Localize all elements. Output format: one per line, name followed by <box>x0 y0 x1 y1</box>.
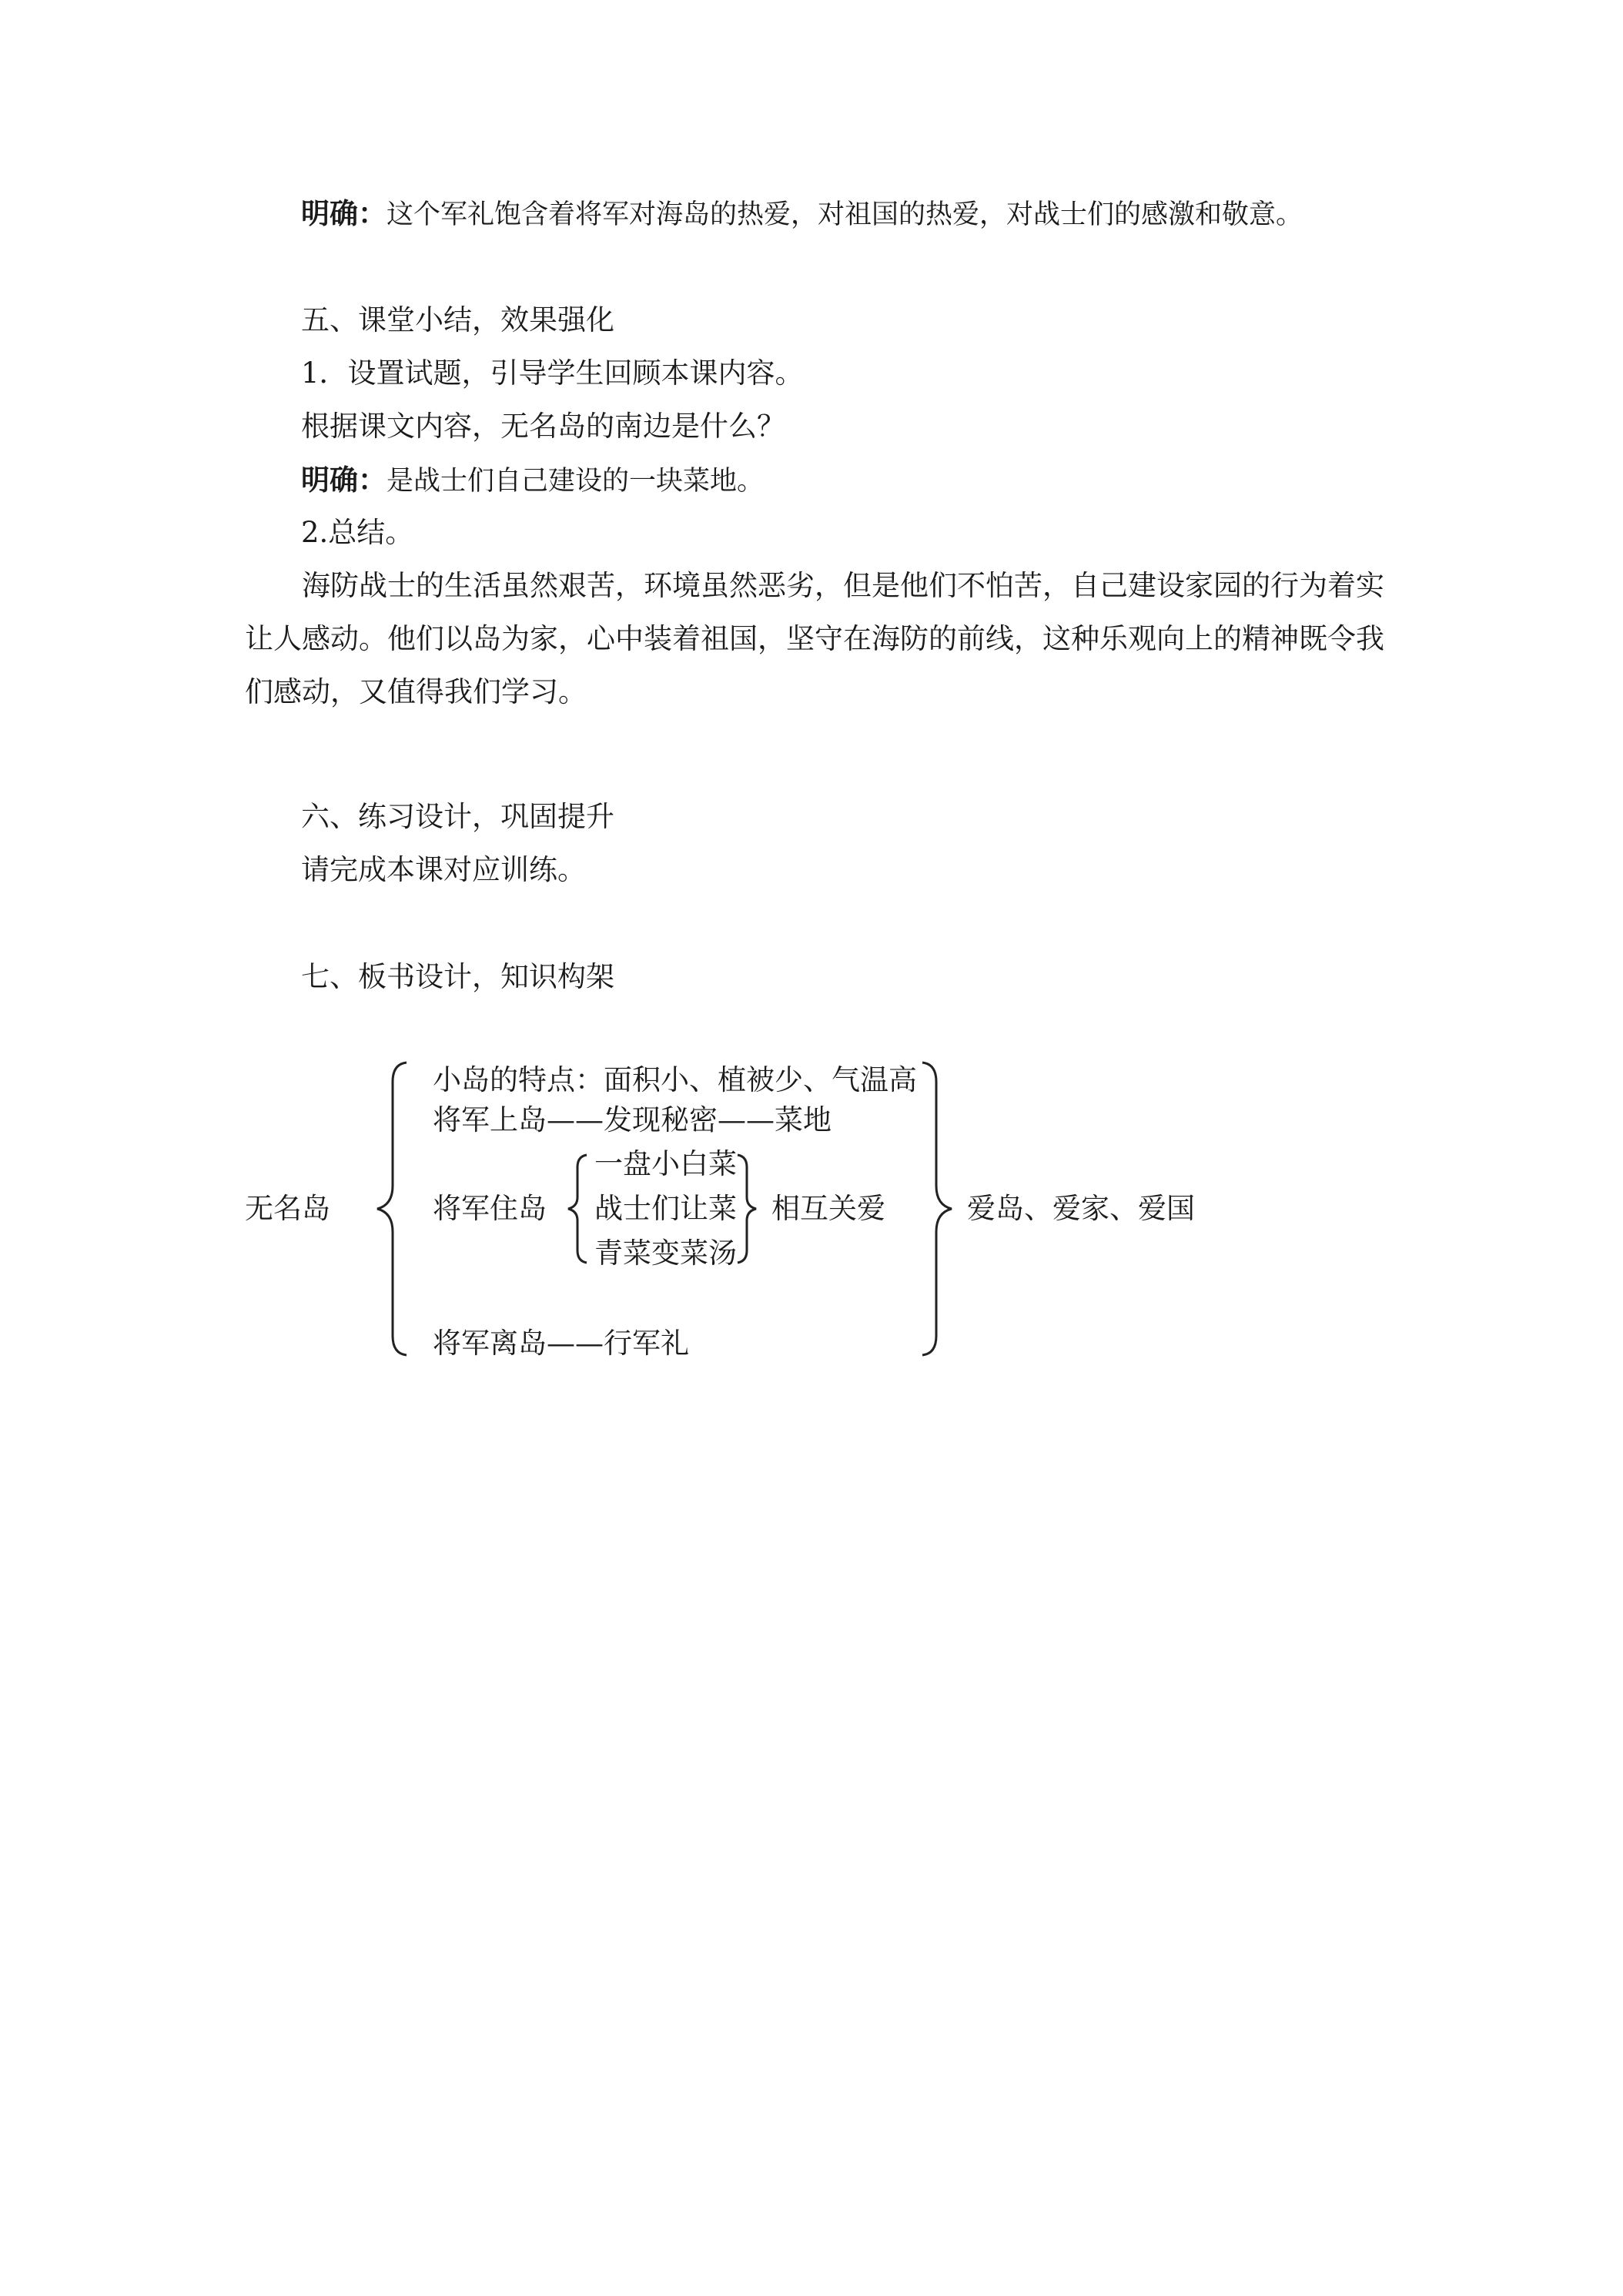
section-5-item-2: 2.总结。 <box>301 516 414 549</box>
small-left-brace-icon <box>568 1155 587 1263</box>
clarify-label: 明确： <box>301 463 387 497</box>
board-root: 无名岛 <box>245 1192 330 1225</box>
board-theme: 爱岛、爱家、爱国 <box>967 1192 1195 1225</box>
board-leave: 将军离岛——行军礼 <box>433 1327 689 1360</box>
board-stay-item: 战士们让菜 <box>594 1192 737 1225</box>
section-5-heading: 五、课堂小结，效果强化 <box>301 303 614 336</box>
clarify-text: 是战士们自己建设的一块菜地。 <box>387 466 765 497</box>
clarify-paragraph-1 <box>301 194 1303 234</box>
clarify-text: 这个军礼饱含着将军对海岛的热爱，对祖国的热爱，对战士们的感激和敬意。 <box>387 199 1303 230</box>
right-brace-icon <box>922 1063 952 1355</box>
board-stay-item: 一盘小白菜 <box>594 1147 737 1180</box>
board-arrive: 将军上岛——发现秘密——菜地 <box>433 1103 832 1136</box>
summary-paragraph: 海防战士的生活虽然艰苦，环境虽然恶劣，但是他们不怕苦，自己建设家园的行为着实让人感动。他们以岛为家，心中装着祖国，坚守在海防的前线，这种乐观向上的精神既令我们感动，又值得我们学习。 <box>245 569 1384 708</box>
board-mutual: 相互关爱 <box>771 1192 885 1225</box>
board-stay-item: 青菜变菜汤 <box>594 1237 737 1270</box>
section-5-question: 根据课文内容，无名岛的南边是什么？ <box>301 410 785 443</box>
clarify-paragraph-2 <box>301 460 764 500</box>
section-7-heading: 七、板书设计，知识构架 <box>301 960 614 993</box>
left-brace-icon <box>377 1063 407 1355</box>
section-6-heading: 六、练习设计，巩固提升 <box>301 800 614 833</box>
board-stay: 将军住岛 <box>433 1192 547 1225</box>
board-feature: 小岛的特点：面积小、植被少、气温高 <box>433 1063 917 1096</box>
section-6-text: 请完成本课对应训练。 <box>301 853 586 886</box>
section-5-item-1: 1．设置试题，引导学生回顾本课内容。 <box>301 356 804 390</box>
small-right-brace-icon <box>738 1155 756 1263</box>
clarify-label: 明确： <box>301 196 387 230</box>
